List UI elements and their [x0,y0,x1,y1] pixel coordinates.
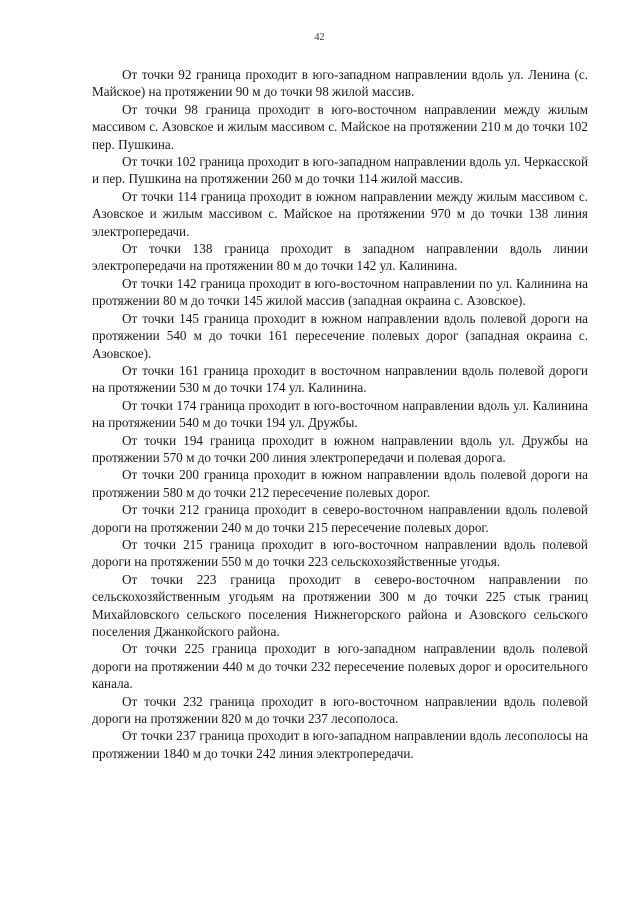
paragraph-15: От точки 225 граница проходит в юго-западном направлении вдоль полевой дороги на протяжении 440 м до точки 232 пересечение полевых дорог и оросительного канала. [92,641,588,692]
paragraph-1: От точки 92 граница проходит в юго-западном направлении вдоль ул. Ленина (с. Майское) на протяжении 90 м до точки 98 жилой массив. [92,67,588,100]
document-body [92,66,588,762]
paragraph-14: От точки 223 граница проходит в северо-восточном направлении по сельскохозяйственным угодьям на протяжении 300 м до точки 225 стык границ Михайловского сельского поселения Нижнегорского района и Азовского сельского поселения Джанкойского района. [92,571,588,639]
paragraph-9: От точки 174 граница проходит в юго-восточном направлении вдоль ул. Калинина на протяжении 540 м до точки 194 ул. Дружбы. [92,397,588,431]
paragraph-2: От точки 98 граница проходит в юго-восточном направлении между жилым массивом с. Азовское и жилым массивом с. Майское на протяжении 210 м до точки 102 пер. Пушкина. [92,101,588,152]
paragraph-10: От точки 194 граница проходит в южном направлении вдоль ул. Дружбы на протяжении 570 м до точки 200 линия электропередачи и полевая дорога. [92,432,588,465]
paragraph-13: От точки 215 граница проходит в юго-восточном направлении вдоль полевой дороги на протяжении 550 м до точки 223 сельскохозяйственные угодья. [92,536,588,570]
paragraph-7: От точки 145 граница проходит в южном направлении вдоль полевой дороги на протяжении 540 м до точки 161 пересечение полевых дорог (западная окраина с. Азовское). [92,310,588,361]
paragraph-4: От точки 114 граница проходит в южном направлении между жилым массивом с. Азовское и жилым массивом с. Майское на протяжении 970 м до точки 138 линия электропередачи. [92,188,588,239]
paragraph-6: От точки 142 граница проходит в юго-восточном направлении по ул. Калинина на протяжении 80 м до точки 145 жилой массив (западная окраина с. Азовское). [92,275,588,309]
paragraph-3: От точки 102 граница проходит в юго-западном направлении вдоль ул. Черкасской и пер. Пушкина на протяжении 260 м до точки 114 жилой массив. [92,154,588,187]
paragraph-16: От точки 232 граница проходит в юго-восточном направлении вдоль полевой дороги на протяжении 820 м до точки 237 лесополоса. [92,693,588,727]
paragraph-12: От точки 212 граница проходит в северо-восточном направлении вдоль полевой дороги на протяжении 240 м до точки 215 пересечение полевых дорог. [92,502,588,535]
paragraph-11: От точки 200 граница проходит в южном направлении вдоль полевой дороги на протяжении 580 м до точки 212 пересечение полевых дорог. [92,467,588,500]
page-number: 42 [314,32,325,43]
paragraph-17: От точки 237 граница проходит в юго-западном направлении вдоль лесополосы на протяжении 1840 м до точки 242 линия электропередачи. [92,728,588,761]
paragraph-8: От точки 161 граница проходит в восточном направлении вдоль полевой дороги на протяжении 530 м до точки 174 ул. Калинина. [92,362,588,396]
paragraph-5: От точки 138 граница проходит в западном направлении вдоль линии электропередачи на протяжении 80 м до точки 142 ул. Калинина. [92,241,588,274]
